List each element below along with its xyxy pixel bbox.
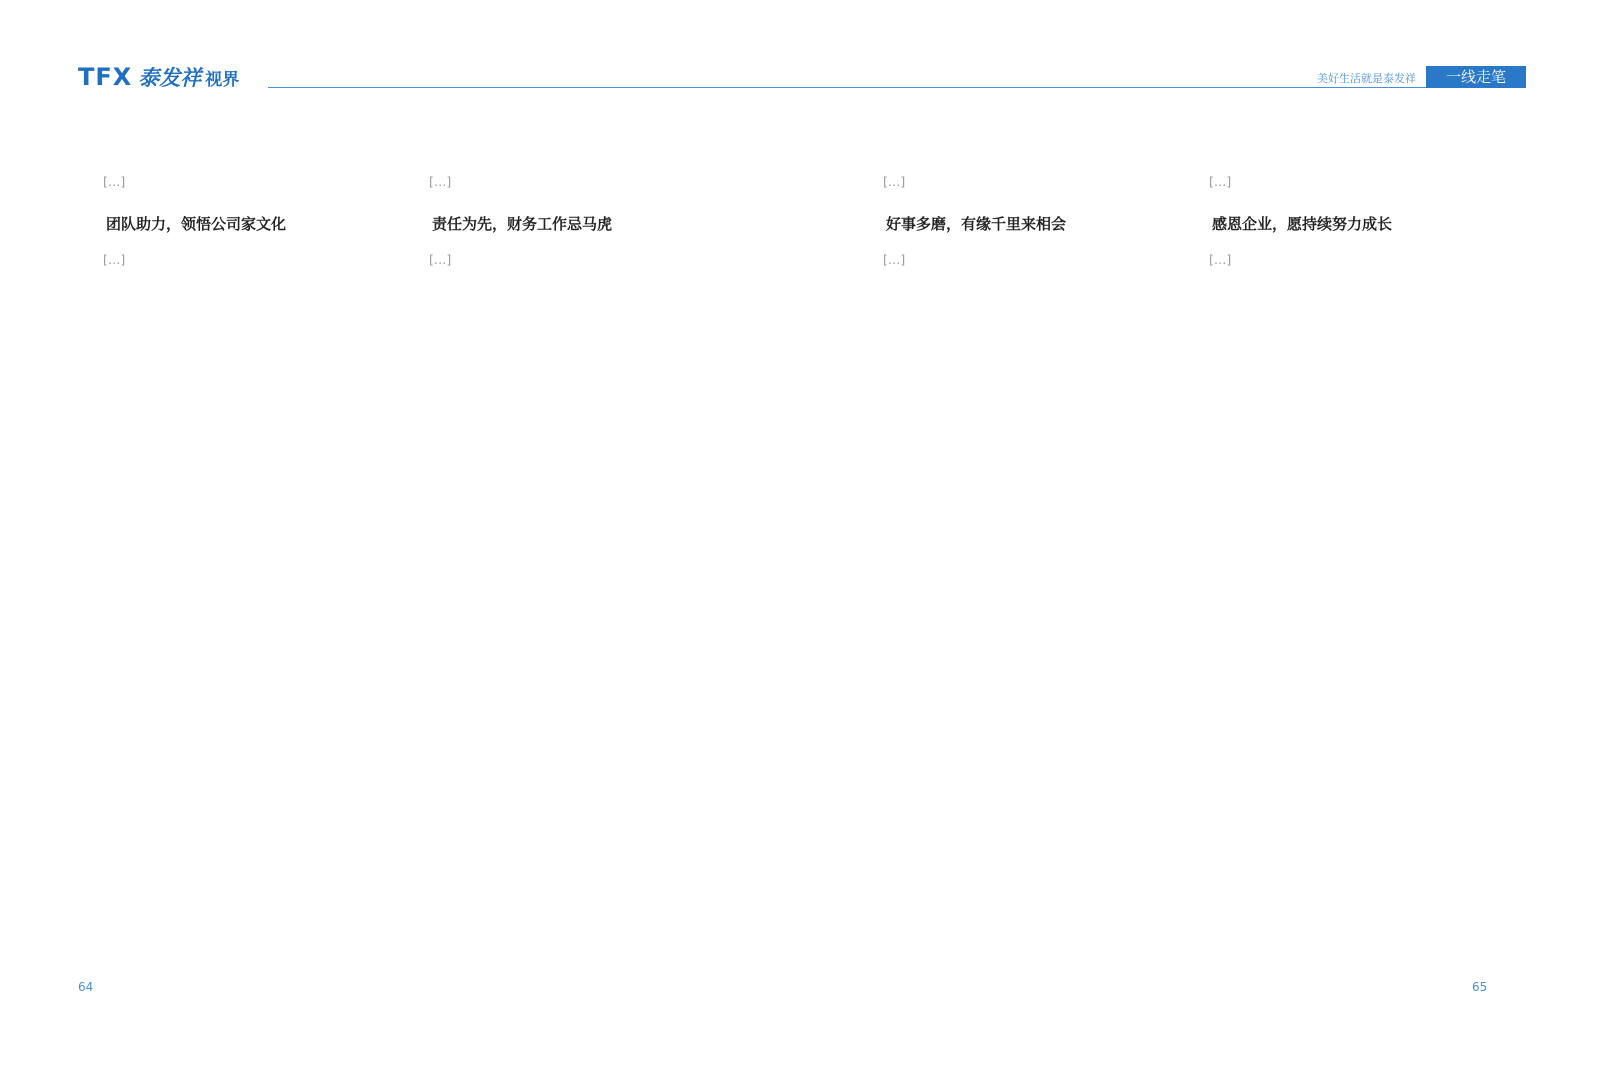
header-slogan: 美好生活就是泰发祥 — [1317, 72, 1416, 85]
body-paragraph: […] — [883, 252, 906, 267]
section-heading: 好事多磨，有缘千里来相会 — [886, 215, 1067, 233]
body-paragraph: […] — [1209, 252, 1232, 267]
body-paragraph: […] — [429, 252, 452, 267]
body-paragraph: […] — [429, 174, 452, 189]
header — [78, 62, 1526, 92]
page-number-right: 65 — [1472, 980, 1488, 994]
section-heading: 团队助力，领悟公司家文化 — [106, 215, 287, 233]
header-divider — [268, 87, 1526, 88]
logo-tfx-text: TFX — [78, 63, 133, 91]
article-column-1 — [78, 170, 388, 272]
article-column-2 — [404, 170, 714, 272]
body-paragraph: […] — [103, 174, 126, 189]
section-badge: 一线走笔 — [1426, 66, 1526, 88]
logo-brand-text: 泰发祥 — [138, 66, 202, 90]
body-paragraph: […] — [1209, 174, 1232, 189]
body-paragraph: […] — [103, 252, 126, 267]
article-column-3 — [858, 170, 1168, 272]
section-heading: 责任为先，财务工作忌马虎 — [432, 215, 613, 233]
tfx-logo — [78, 62, 239, 92]
page-number-left: 64 — [78, 980, 94, 994]
article-column-4 — [1184, 170, 1494, 272]
body-paragraph: […] — [883, 174, 906, 189]
section-heading: 感恩企业，愿持续努力成长 — [1212, 215, 1393, 233]
logo-sub-text: 视界 — [205, 69, 240, 90]
